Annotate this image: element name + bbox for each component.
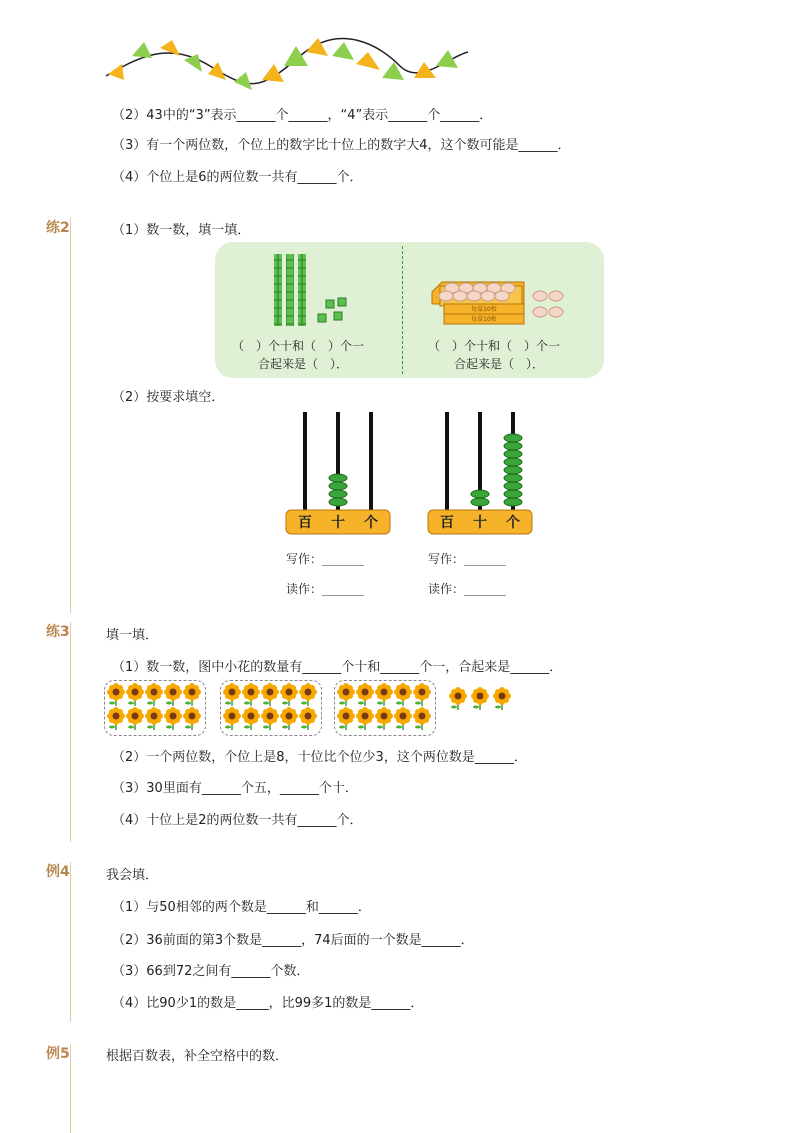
- egg-box-label: 每盒10枚: [471, 316, 497, 323]
- pennant-green: [332, 42, 354, 60]
- flower: [107, 707, 125, 730]
- section-divider-line: [70, 622, 71, 842]
- abacus-right: [426, 408, 536, 536]
- pennant-yellow: [262, 64, 284, 82]
- base-ten-blocks-illustration: [270, 252, 360, 332]
- section-tag-li5: 例5: [46, 1046, 70, 1062]
- unit-cube: [326, 300, 334, 308]
- section-tag-lian3: 练3: [46, 624, 70, 640]
- flower: [183, 707, 201, 730]
- pennant-green: [234, 72, 252, 90]
- abacus-bead: [504, 450, 522, 458]
- lian3-q1-text: （1）数一数，图中小花的数量有______个十和______个一，合起来是______．: [112, 660, 563, 675]
- li4-q2-text: （2）36前面的第3个数是______，74后面的一个数是______．: [112, 933, 474, 948]
- flower: [261, 683, 279, 706]
- abacus-place-hundreds: 百: [440, 515, 454, 531]
- flower: [280, 683, 298, 706]
- flower: [375, 683, 393, 706]
- ten-rod: [298, 254, 306, 326]
- flowers-illustration: [100, 680, 520, 736]
- flower: [145, 683, 163, 706]
- section-tag-li4: 例4: [46, 864, 70, 880]
- unit-cube: [338, 298, 346, 306]
- flower: [337, 707, 355, 730]
- flower: [261, 707, 279, 730]
- flower: [394, 707, 412, 730]
- flower: [493, 687, 511, 710]
- unit-cube: [334, 312, 342, 320]
- flower: [449, 687, 467, 710]
- abacus-place-tens: 十: [331, 515, 345, 531]
- egg-box-illustration: [430, 276, 600, 336]
- abacus-bead: [504, 434, 522, 442]
- flower: [394, 683, 412, 706]
- lian3-q3-text: （3）30里面有______个五，______个十．: [112, 781, 358, 796]
- flower: [299, 707, 317, 730]
- flower: [126, 707, 144, 730]
- li5-intro-text: 根据百数表，补全空格中的数．: [106, 1049, 289, 1064]
- egg-box-label: 每盒10枚: [471, 306, 497, 313]
- pennant-yellow: [208, 62, 226, 80]
- section-divider-line: [70, 1044, 71, 1133]
- question-2-text: （2）43中的“3”表示______个______，“4”表示______个______．: [112, 108, 493, 123]
- flower: [126, 683, 144, 706]
- flower: [356, 707, 374, 730]
- abacus-place-hundreds: 百: [298, 515, 312, 531]
- section-divider-line: [70, 862, 71, 1022]
- pennant-yellow: [108, 64, 124, 80]
- left-caption-line1: （ ）个十和（ ）个一: [232, 339, 365, 353]
- li4-q4-text: （4）比90少1的数是_____，比99多1的数是______．: [112, 996, 424, 1011]
- bunting-banner: [100, 36, 480, 96]
- left-caption-line2: 合起来是（ ）．: [258, 357, 349, 371]
- pennant-yellow: [414, 62, 436, 78]
- pennant-green: [184, 54, 202, 72]
- right-caption-line2: 合起来是（ ）．: [454, 357, 545, 371]
- section-divider-line: [70, 218, 71, 613]
- abacus-left-read-label: 读作：_______: [286, 582, 365, 596]
- flower: [375, 707, 393, 730]
- ten-rod: [274, 254, 282, 326]
- abacus-left-write-label: 写作：_______: [286, 552, 365, 566]
- flower: [242, 707, 260, 730]
- abacus-place-ones: 个: [364, 515, 378, 531]
- flower: [471, 687, 489, 710]
- lian2-q1-text: （1）数一数，填一填．: [112, 223, 251, 238]
- abacus-place-ones: 个: [506, 515, 520, 531]
- abacus-right-write-label: 写作：_______: [428, 552, 507, 566]
- lian2-q2-text: （2）按要求填空．: [112, 390, 225, 405]
- question-4-text: （4）个位上是6的两位数一共有______个．: [112, 170, 363, 185]
- unit-cube: [318, 314, 326, 322]
- abacus-bead: [471, 490, 489, 498]
- abacus-bead: [504, 490, 522, 498]
- li4-q1-text: （1）与50相邻的两个数是______和______．: [112, 900, 371, 915]
- abacus-bead: [329, 490, 347, 498]
- flower: [356, 683, 374, 706]
- flower: [164, 683, 182, 706]
- pennant-green: [284, 46, 308, 66]
- flower: [413, 683, 431, 706]
- abacus-bead: [504, 482, 522, 490]
- pennant-green: [132, 42, 152, 58]
- abacus-bead: [329, 474, 347, 482]
- flower: [223, 683, 241, 706]
- abacus-bead: [504, 458, 522, 466]
- flower: [164, 707, 182, 730]
- abacus-bead: [504, 442, 522, 450]
- abacus-bead: [504, 474, 522, 482]
- li4-q3-text: （3）66到72之间有______个数．: [112, 964, 310, 979]
- flower: [280, 707, 298, 730]
- flower: [242, 683, 260, 706]
- abacus-bead: [504, 466, 522, 474]
- right-caption-line1: （ ）个十和（ ）个一: [428, 339, 561, 353]
- panel-divider: [402, 246, 403, 374]
- flower: [183, 683, 201, 706]
- flower: [145, 707, 163, 730]
- abacus-right-read-label: 读作：_______: [428, 582, 507, 596]
- abacus-bead: [471, 498, 489, 506]
- abacus-bead: [504, 498, 522, 506]
- li4-intro-text: 我会填．: [106, 868, 159, 883]
- flower: [223, 707, 241, 730]
- abacus-place-tens: 十: [473, 515, 487, 531]
- lian3-q2-text: （2）一个两位数，个位上是8，十位比个位少3，这个两位数是______．: [112, 750, 527, 765]
- flower: [337, 683, 355, 706]
- lian3-q4-text: （4）十位上是2的两位数一共有______个．: [112, 813, 363, 828]
- question-3-text: （3）有一个两位数，个位上的数字比十位上的数字大4，这个数可能是______．: [112, 138, 571, 153]
- flower: [413, 707, 431, 730]
- ten-rod: [286, 254, 294, 326]
- pennant-yellow: [356, 52, 380, 70]
- abacus-bead: [329, 498, 347, 506]
- pennant-green: [382, 62, 404, 80]
- abacus-left: [284, 408, 394, 536]
- section-tag-lian2: 练2: [46, 220, 70, 236]
- flower: [299, 683, 317, 706]
- pennant-green: [436, 50, 458, 68]
- lian3-intro-text: 填一填．: [106, 628, 159, 643]
- flower: [107, 683, 125, 706]
- abacus-bead: [329, 482, 347, 490]
